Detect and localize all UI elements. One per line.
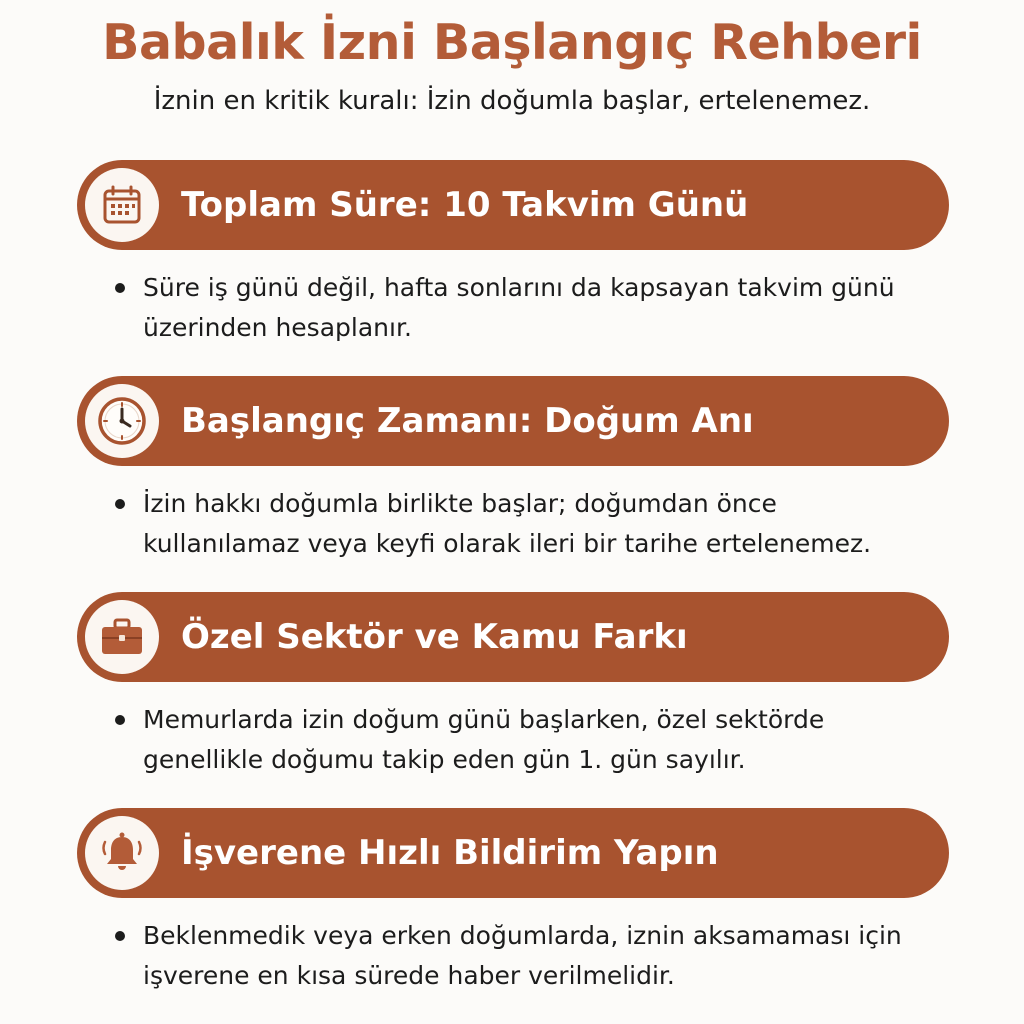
bullet-text: Süre iş günü değil, hafta sonlarını da kapsayan takvim günü üzerinden hesaplanır. bbox=[143, 273, 895, 342]
section-bullet bbox=[77, 916, 949, 996]
bullet-text: Memurlarda izin doğum günü başlarken, özel sektörde genellikle doğumu takip eden gün 1. gün sayılır. bbox=[143, 705, 825, 774]
bullet-text: İzin hakkı doğumla birlikte başlar; doğumdan önce kullanılamaz veya keyfi olarak ileri bir tarihe ertelenemez. bbox=[143, 489, 872, 558]
section-title: İşverene Hızlı Bildirim Yapın bbox=[181, 833, 719, 873]
page-title: Babalık İzni Başlangıç Rehberi bbox=[102, 14, 922, 71]
page-subtitle: İznin en kritik kuralı: İzin doğumla başlar, ertelenemez. bbox=[153, 86, 871, 116]
section-private-public bbox=[77, 592, 949, 780]
section-title: Toplam Süre: 10 Takvim Günü bbox=[181, 185, 749, 225]
section-total-duration bbox=[77, 160, 949, 348]
bullet-dot bbox=[115, 715, 125, 725]
bullet-dot bbox=[115, 499, 125, 509]
calendar-icon bbox=[85, 168, 159, 242]
section-banner bbox=[77, 376, 949, 466]
section-banner bbox=[77, 160, 949, 250]
section-banner bbox=[77, 592, 949, 682]
bullet-dot bbox=[115, 931, 125, 941]
section-title: Başlangıç Zamanı: Doğum Anı bbox=[181, 401, 754, 441]
section-notify-employer bbox=[77, 808, 949, 996]
section-bullet bbox=[77, 484, 949, 564]
bullet-dot bbox=[115, 283, 125, 293]
briefcase-icon bbox=[85, 600, 159, 674]
section-bullet bbox=[77, 700, 949, 780]
section-banner bbox=[77, 808, 949, 898]
bullet-text: Beklenmedik veya erken doğumlarda, iznin aksamaması için işverene en kısa sürede haber verilmelidir. bbox=[143, 921, 902, 990]
clock-icon bbox=[85, 384, 159, 458]
section-start-time bbox=[77, 376, 949, 564]
section-bullet bbox=[77, 268, 949, 348]
section-title: Özel Sektör ve Kamu Farkı bbox=[181, 617, 688, 657]
bell-icon bbox=[85, 816, 159, 890]
